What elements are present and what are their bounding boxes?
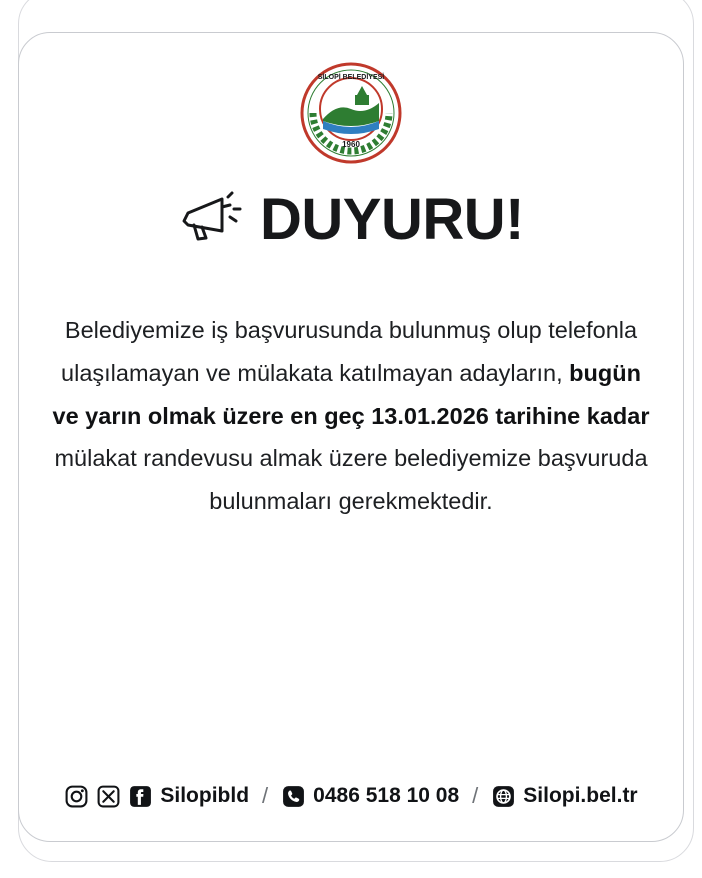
phone-icon <box>281 784 306 809</box>
footer-separator-2: / <box>472 783 479 808</box>
announcement-text <box>41 309 661 523</box>
announcement-part-2: mülakat randevusu almak üzere belediyemize başvuruda bulunmaları gerekmektedir. <box>54 445 648 515</box>
seal-top-text: SİLOPİ BELEDİYESİ <box>317 74 385 81</box>
instagram-icon[interactable] <box>64 784 89 809</box>
website-url[interactable]: Silopi.bel.tr <box>523 783 638 807</box>
silopi-belediyesi-seal-icon <box>299 61 403 165</box>
footer-contact-bar <box>19 783 683 809</box>
facebook-icon[interactable] <box>128 784 153 809</box>
footer-separator-1: / <box>262 783 269 808</box>
phone-number: 0486 518 10 08 <box>313 783 460 807</box>
globe-icon[interactable] <box>491 784 516 809</box>
page-title: DUYURU! <box>260 187 524 252</box>
x-twitter-icon[interactable] <box>96 784 121 809</box>
social-handle: Silopibld <box>160 783 250 807</box>
announcement-part-1: Belediyemize iş başvurusunda bulunmuş olup telefonla ulaşılamayan ve mülakata katılmayan adayların, <box>61 317 638 386</box>
social-group <box>64 784 249 809</box>
phone-group <box>281 784 459 809</box>
seal-year: 1960 <box>342 140 360 149</box>
announcement-bold-deadline: bugün ve yarın olmak üzere en geç 13.01.2026 tarihine kadar <box>52 359 650 429</box>
headline-row <box>178 187 524 252</box>
website-group <box>491 784 637 809</box>
announcement-card <box>18 32 684 842</box>
megaphone-icon <box>178 191 246 249</box>
